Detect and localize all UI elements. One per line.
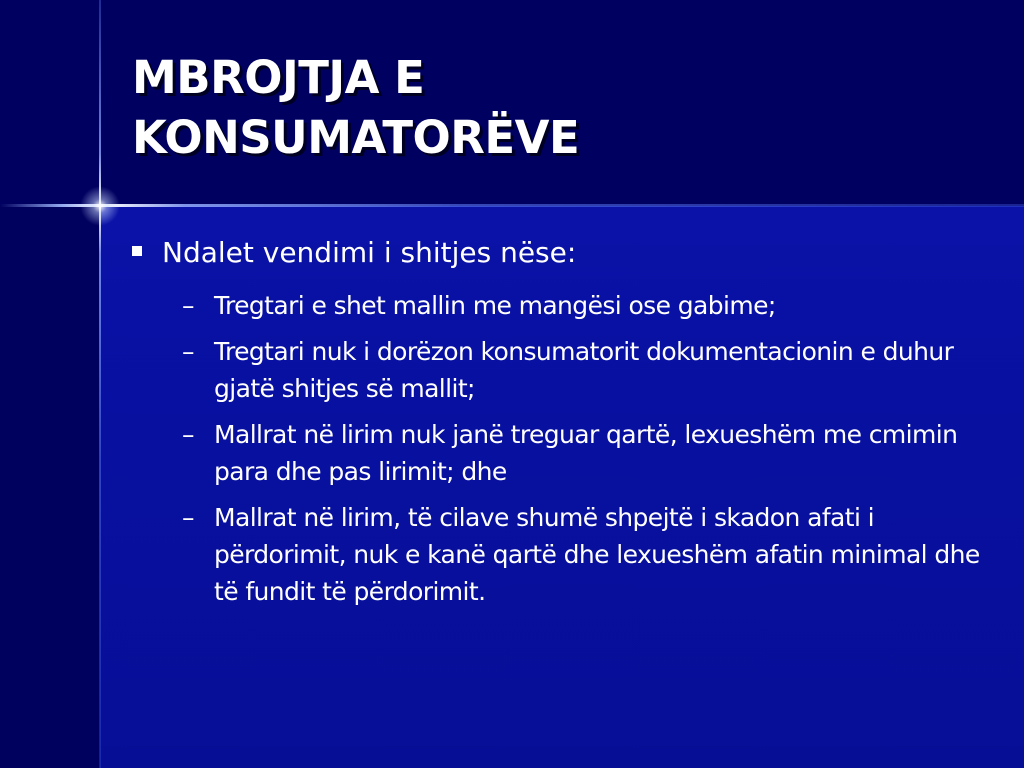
sub-bullet-text: Tregtari e shet mallin me mangësi ose gabime; <box>214 291 776 320</box>
horizontal-light-line <box>0 204 1024 207</box>
sub-bullet-text: Mallrat në lirim nuk janë treguar qartë, lexueshëm me cmimin para dhe pas lirimit; dhe <box>214 420 958 486</box>
dash-marker: – <box>182 503 194 532</box>
main-bullet <box>132 233 992 273</box>
square-bullet-icon <box>132 246 142 256</box>
sub-bullet-item <box>182 416 982 490</box>
left-strip <box>0 206 100 768</box>
sub-bullet-item <box>182 499 982 610</box>
sub-bullet-item <box>182 287 982 324</box>
slide-title <box>132 48 579 168</box>
sub-bullet-item <box>182 333 982 407</box>
vertical-light-line <box>99 0 101 768</box>
dash-marker: – <box>182 291 194 320</box>
sub-bullet-text: Tregtari nuk i dorëzon konsumatorit dokumentacionin e duhur gjatë shitjes së mallit; <box>214 337 954 403</box>
dash-marker: – <box>182 420 194 449</box>
title-line-2: KONSUMATORËVE <box>132 111 580 164</box>
main-bullet-text: Ndalet vendimi i shitjes nëse: <box>162 236 577 269</box>
dash-marker: – <box>182 337 194 366</box>
title-line-1: MBROJTJA E <box>132 51 425 104</box>
sub-bullet-text: Mallrat në lirim, të cilave shumë shpejtë i skadon afati i përdorimit, nuk e kanë qartë dhe lexueshëm afatin minimal dhe të fundit të përdorimit. <box>214 503 980 606</box>
light-flare <box>80 186 120 226</box>
sub-bullet-list <box>182 287 982 619</box>
